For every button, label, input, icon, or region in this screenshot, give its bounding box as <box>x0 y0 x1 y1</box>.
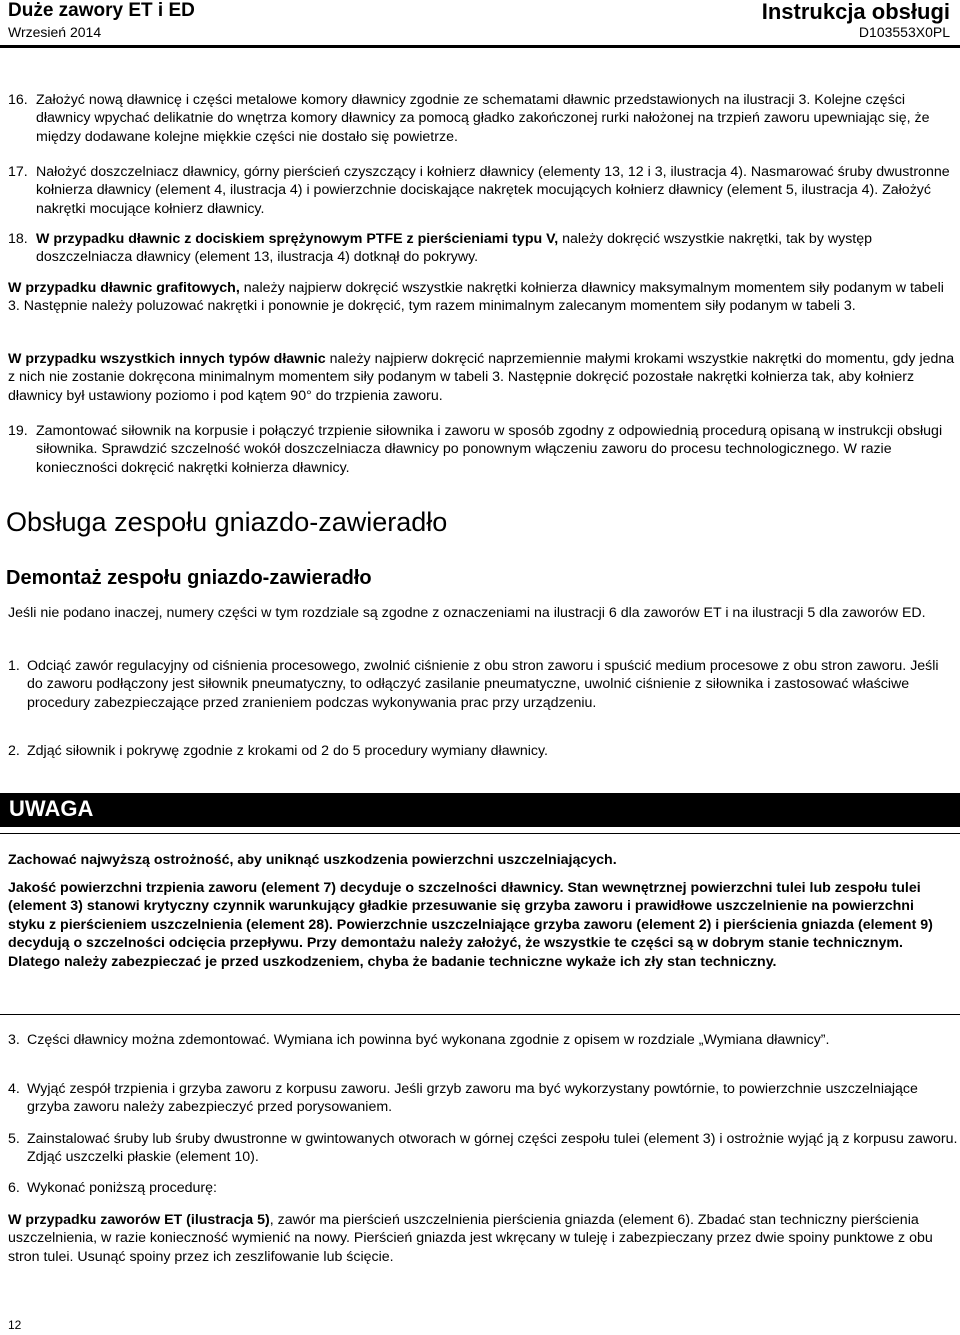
step-19 <box>8 422 958 477</box>
step-17 <box>8 163 958 218</box>
paragraph-bold-lead: W przypadku wszystkich innych typów dławnic <box>8 351 326 367</box>
header-rule <box>0 45 960 48</box>
warning-label: UWAGA <box>9 796 94 821</box>
document-date: Wrzesień 2014 <box>8 24 102 40</box>
step-number: 17. <box>8 164 28 180</box>
step-16 <box>8 91 958 146</box>
step-number: 19. <box>8 423 28 439</box>
warning-rule-bottom <box>0 1014 960 1015</box>
subsection-heading: Demontaż zespołu gniazdo-zawieradło <box>6 567 372 589</box>
step-text: Założyć nową dławnicę i części metalowe komory dławnicy zgodnie ze schematami dławnic przedstawionych na ilustracji 3. Kolejne części dławnicy wpychać delikatnie do wnętrza komory dławnicy za pomocą gładko zakończonej rurki nałożonej na trzpień zaworu upewniając się, że między dodawane kolejne miękkie części nie dostało się powietrze. <box>36 92 930 145</box>
paragraph-body: należy najpierw dokręcić wszystkie nakrętki kołnierza dławnicy maksymalnym momentem siły podanym w tabeli 3. Następnie należy poluzować nakrętki i ponownie je dokręcić, tym razem minimalnym zalecanym momentem siły podanym w tabeli 3. <box>8 280 944 315</box>
step-5 <box>8 1130 958 1167</box>
warning-banner <box>0 793 960 827</box>
warning-rule-top <box>0 833 960 834</box>
step-text: Wykonać poniższą procedurę: <box>27 1180 217 1196</box>
section-heading: Obsługa zespołu gniazdo-zawieradło <box>6 507 448 537</box>
step-text: Zainstalować śruby lub śruby dwustronne w gwintowanych otworach w górnej części zespołu tulei (element 3) i ostrożnie wyjąć ją z korpusu zaworu. Zdjąć uszczelki płaskie (element 10). <box>27 1131 958 1166</box>
page-number: 12 <box>8 1318 22 1332</box>
warning-text-1: Zachować najwyższą ostrożność, aby uniknąć uszkodzenia powierzchni uszczelniających. <box>8 852 617 868</box>
step-number: 1. <box>8 658 20 674</box>
paragraph-body: należy najpierw dokręcić naprzemiennie małymi krokami wszystkie nakrętki do momentu, gdy jedna z nich nie zostanie dokręcona minimalnym momentem siły podanym w tabeli 3. Następnie dokręcić pozostałe nakrętki kołnierza tak, aby kołnierz dławnicy był ustawiony poziomo i pod kątem 90° do trzpienia zaworu. <box>8 351 955 404</box>
document-code: D103553X0PL <box>858 24 950 40</box>
paragraph-bold-lead: W przypadku zaworów ET (ilustracja 5) <box>8 1212 270 1228</box>
paragraph-body: , zawór ma pierścień uszczelnienia pierścienia gniazda (element 6). Zbadać stan techniczny pierścienia uszczelnienia, w razie konieczność wymienić na nowy. Pierścień gniazda jest wkręcany w tuleję i zabezpieczany przez dwie spoiny punktowe z obu stron tulei. Usunąć spoiny przez ich zeszlifowanie lub ścięcie. <box>8 1212 933 1265</box>
step-text <box>8 230 958 267</box>
step-3 <box>8 1031 958 1049</box>
step-number: 2. <box>8 743 20 759</box>
document-title: Duże zawory ET i ED <box>8 0 195 21</box>
step-number: 6. <box>8 1180 20 1196</box>
step-number: 3. <box>8 1032 20 1048</box>
step-1 <box>8 657 958 712</box>
step-18 <box>8 230 958 267</box>
step-text: Zamontować siłownik na korpusie i połączyć trzpienie siłownika i zaworu w sposób zgodny z odpowiednią procedurą opisaną w instrukcji obsługi siłownika. Sprawdzić szczelność wokół doszczelniacza dławnicy po ponownym włączeniu zaworu do procesu technologicznego. W razie konieczności dokręcić nakrętki kołnierza dławnicy. <box>36 423 943 476</box>
step-number: 5. <box>8 1131 20 1147</box>
document-type: Instrukcja obsługi <box>761 0 950 24</box>
et-valves-paragraph <box>8 1211 958 1266</box>
step-text: Części dławnicy można zdemontować. Wymiana ich powinna być wykonana zgodnie z opisem w rozdziale „Wymiana dławnicy”. <box>27 1032 830 1048</box>
step-number: 16. <box>8 92 28 108</box>
step-2 <box>8 742 958 760</box>
step-bold-lead: W przypadku dławnic z dociskiem sprężynowym PTFE z pierścieniami typu V, <box>36 231 559 247</box>
section-intro: Jeśli nie podano inaczej, numery części w tym rozdziale są zgodne z oznaczeniami na ilustracji 6 dla zaworów ET i na ilustracji 5 dla zaworów ED. <box>8 605 926 621</box>
step-body: należy dokręcić wszystkie nakrętki, tak by występ doszczelniacza dławnicy (element 13, ilustracja 4) dotknął do pokrywy. <box>36 231 873 266</box>
step-text: Wyjąć zespół trzpienia i grzyba zaworu z korpusu zaworu. Jeśli grzyb zaworu ma być wykorzystany powtórnie, to powierzchnie uszczelniające grzyba zaworu należy zabezpieczyć przed porysowaniem. <box>27 1081 918 1116</box>
warning-text-2: Jakość powierzchni trzpienia zaworu (element 7) decyduje o szczelności dławnicy. Stan wewnętrznej powierzchni tulei lub zespołu tulei (element 3) stanowi krytyczny czynnik warunkujący gładkie przesuwanie się grzyba zaworu i prawidłowe uszczelnienie na powierzchni styku z pierścieniem uszczelnienia (element 28). Powierzchnie uszczelniające grzyba zaworu (element 2) i pierścienia gniazda (element 9) decydują o szczelności odcięcia przepływu. Przy demontażu należy założyć, że wszystkie te części są w dobrym stanie technicznym. Dlatego należy zabezpieczać je przed uszkodzeniem, chyba że badanie techniczne wykaże ich zły stan techniczny. <box>8 880 933 970</box>
other-packing-paragraph <box>8 350 958 405</box>
step-4 <box>8 1080 958 1117</box>
step-text: Odciąć zawór regulacyjny od ciśnienia procesowego, zwolnić ciśnienie z obu stron zaworu i spuścić medium procesowe z obu stron zaworu. Jeśli do zaworu podłączony jest siłownik pneumatyczny, to odłączyć zasilanie pneumatyczne, uwolnić ciśnienie z siłownika i zastosować właściwe procedury zabezpieczające przed zranieniem podczas wykonywania prac przy urządzeniu. <box>27 658 939 711</box>
step-number: 18. <box>8 231 28 247</box>
step-text: Zdjąć siłownik i pokrywę zgodnie z krokami od 2 do 5 procedury wymiany dławnicy. <box>27 743 548 759</box>
step-number: 4. <box>8 1081 20 1097</box>
step-6 <box>8 1179 958 1197</box>
graphite-packing-paragraph <box>8 279 958 316</box>
step-text: Nałożyć doszczelniacz dławnicy, górny pierścień czyszczący i kołnierz dławnicy (elementy 13, 12 i 3, ilustracja 4). Nasmarować śruby dwustronne kołnierza dławnicy (element 4, ilustracja 4) i powierzchnie dociskające nakrętek mocujących kołnierz dławnicy (element 5, ilustracja 4). Założyć nakrętki mocujące kołnierz dławnicy. <box>36 164 950 217</box>
paragraph-bold-lead: W przypadku dławnic grafitowych, <box>8 280 240 296</box>
